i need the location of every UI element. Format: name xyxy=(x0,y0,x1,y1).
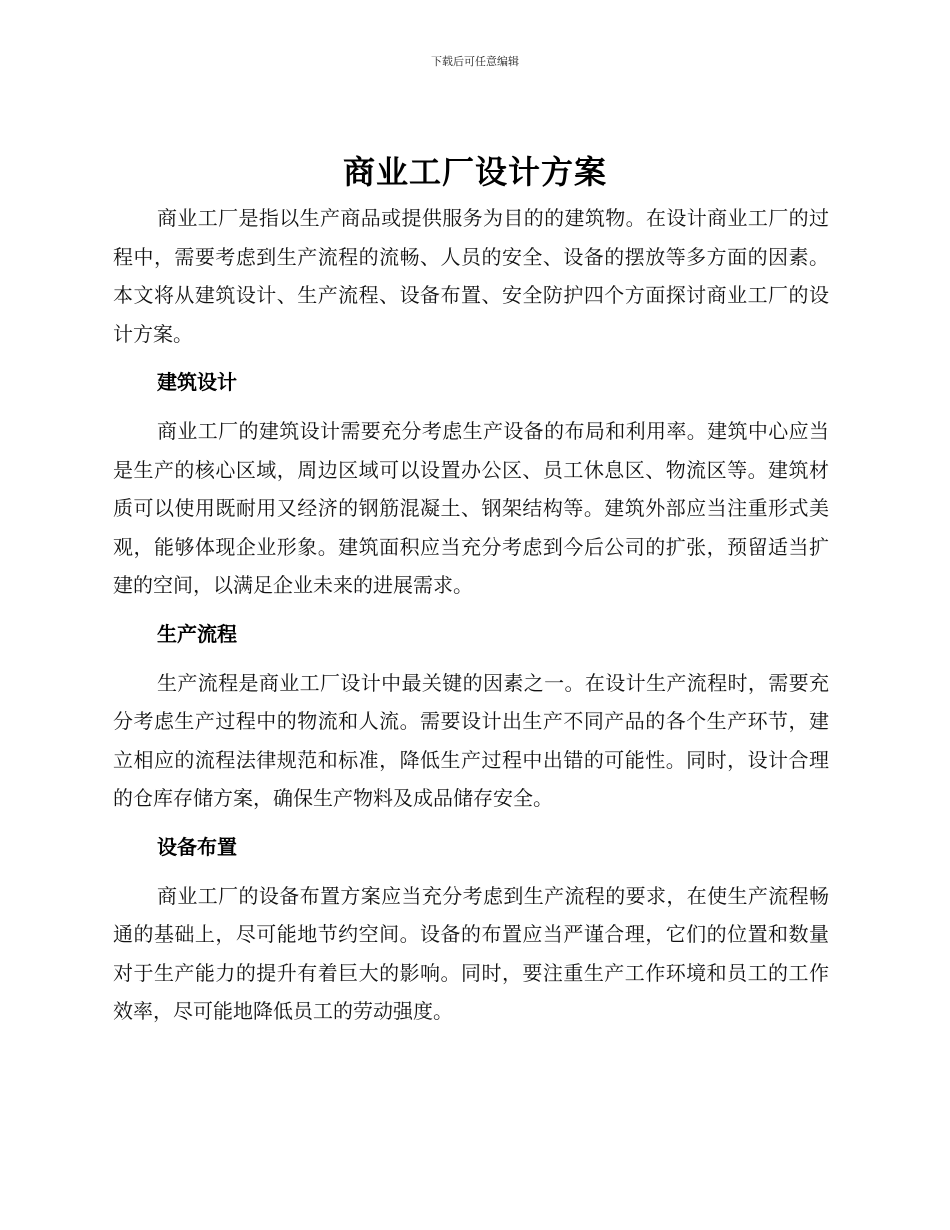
intro-paragraph: 商业工厂是指以生产商品或提供服务为目的的建筑物。在设计商业工厂的过程中，需要考虑到生产流程的流畅、人员的安全、设备的摆放等多方面的因素。本文将从建筑设计、生产流程、设备布置、安全防护四个方面探讨商业工厂的设计方案。 xyxy=(113,206,829,346)
header-note: 下载后可任意编辑 xyxy=(431,55,519,68)
section-body-architecture: 商业工厂的建筑设计需要充分考虑生产设备的布局和利用率。建筑中心应当是生产的核心区域，周边区域可以设置办公区、员工休息区、物流区等。建筑材质可以使用既耐用又经济的钢筋混凝土、钢架结构等。建筑外部应当注重形式美观，能够体现企业形象。建筑面积应当充分考虑到今后公司的扩张，预留适当扩建的空间，以满足企业未来的进展需求。 xyxy=(113,418,829,598)
document-title: 商业工厂设计方案 xyxy=(342,153,607,191)
section-body-production: 生产流程是商业工厂设计中最关键的因素之一。在设计生产流程时，需要充分考虑生产过程中的物流和人流。需要设计出生产不同产品的各个生产环节，建立相应的流程法律规范和标准，降低生产过程中出错的可能性。同时，设计合理的仓库存储方案，确保生产物料及成品储存安全。 xyxy=(113,670,829,811)
document-body xyxy=(113,199,829,1031)
section-heading-architecture: 建筑设计 xyxy=(157,370,237,395)
section-heading-equipment: 设备布置 xyxy=(157,834,237,859)
section-body-equipment: 商业工厂的设备布置方案应当充分考虑到生产流程的要求，在使生产流程畅通的基础上，尽可能地节约空间。设备的布置应当严谨合理，它们的位置和数量对于生产能力的提升有着巨大的影响。同时，要注重生产工作环境和员工的工作效率，尽可能地降低员工的劳动强度。 xyxy=(113,883,829,1024)
section-heading-production: 生产流程 xyxy=(157,621,237,646)
